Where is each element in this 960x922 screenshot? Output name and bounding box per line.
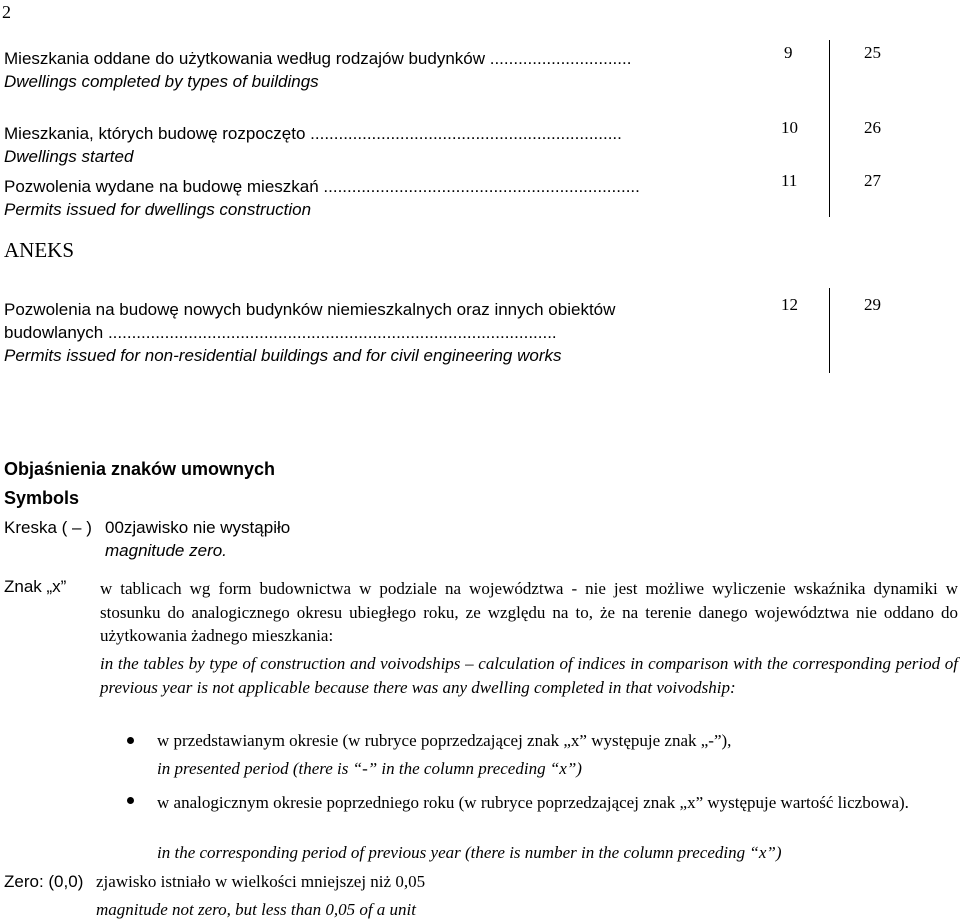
symbols-heading-en: Symbols xyxy=(4,488,80,508)
x-bullet-1-pl: w przedstawianym okresie (w rubryce poprzedzającej znak „x” występuje znak „-”), xyxy=(157,731,732,750)
toc-item-started-pl: Mieszkania, których budowę rozpoczęto .................................................................. xyxy=(4,124,622,143)
x-symbol-text-en: in the tables by type of construction and voivodships – calculation of indices in comparison with the corresponding period of previous year is not applicable because there was any dwelling completed in that voivodship: xyxy=(100,654,958,697)
toc-item-permits-en: Permits issued for dwellings construction xyxy=(4,200,312,219)
bullet-icon xyxy=(127,797,134,804)
dash-symbol-label: Kreska ( – ) xyxy=(4,518,92,537)
toc-page-started-en: 26 xyxy=(864,118,881,137)
toc-page-permits-en: 27 xyxy=(864,171,881,190)
toc-page-completed-en: 25 xyxy=(864,43,881,62)
page-number: 2 xyxy=(2,2,11,22)
toc-column-divider-bottom xyxy=(829,288,830,373)
toc-column-divider-top xyxy=(829,40,830,217)
toc-page-permits-pl: 11 xyxy=(781,171,798,190)
zero-symbol-label: Zero: (0,0) xyxy=(4,872,84,891)
toc-item-started-en: Dwellings started xyxy=(4,147,134,166)
dash-symbol-text-en: magnitude zero. xyxy=(105,541,227,560)
zero-symbol-text-en: magnitude not zero, but less than 0,05 of a unit xyxy=(96,900,417,919)
zero-symbol-text-pl: zjawisko istniało w wielkości mniejszej niż 0,05 xyxy=(96,872,426,891)
toc-item-completed-en: Dwellings completed by types of buildings xyxy=(4,72,319,91)
aneks-heading: ANEKS xyxy=(4,238,75,262)
toc-page-nonresidential-pl: 12 xyxy=(781,295,798,314)
toc-item-permits-pl: Pozwolenia wydane na budowę mieszkań ................................................................... xyxy=(4,177,640,196)
x-symbol-text-pl: w tablicach wg form budownictwa w podziale na województwa - nie jest możliwe wyliczenie wskaźnika dynamiki w stosunku do analogicznego okresu ubiegłego roku, ze względu na to, że na terenie danego województwa nie oddano do użytkowania żadnego mieszkania: xyxy=(100,579,958,645)
dash-symbol-text-pl: 00zjawisko nie wystąpiło xyxy=(105,518,291,537)
toc-item-nonresidential-pl-2: budowlanych ............................................................................................... xyxy=(4,323,557,342)
toc-page-nonresidential-en: 29 xyxy=(864,295,881,314)
toc-item-completed-pl: Mieszkania oddane do użytkowania według rodzajów budynków .............................. xyxy=(4,49,632,68)
x-bullet-2-pl: w analogicznym okresie poprzedniego roku (w rubryce poprzedzającej znak „x” występuje wartość liczbowa). xyxy=(157,793,909,812)
bullet-icon xyxy=(127,737,134,744)
x-bullet-2-en: in the corresponding period of previous year (there is number in the column preceding “x”) xyxy=(157,843,782,862)
symbols-heading-pl: Objaśnienia znaków umownych xyxy=(4,459,276,479)
toc-page-completed-pl: 9 xyxy=(784,43,793,62)
toc-item-nonresidential-pl-1: Pozwolenia na budowę nowych budynków niemieszkalnych oraz innych obiektów xyxy=(4,300,616,319)
toc-item-nonresidential-en: Permits issued for non-residential buildings and for civil engineering works xyxy=(4,346,562,365)
x-symbol-label: Znak „x” xyxy=(4,577,67,596)
toc-page-started-pl: 10 xyxy=(781,118,798,137)
x-bullet-1-en: in presented period (there is “-” in the column preceding “x”) xyxy=(157,759,582,778)
